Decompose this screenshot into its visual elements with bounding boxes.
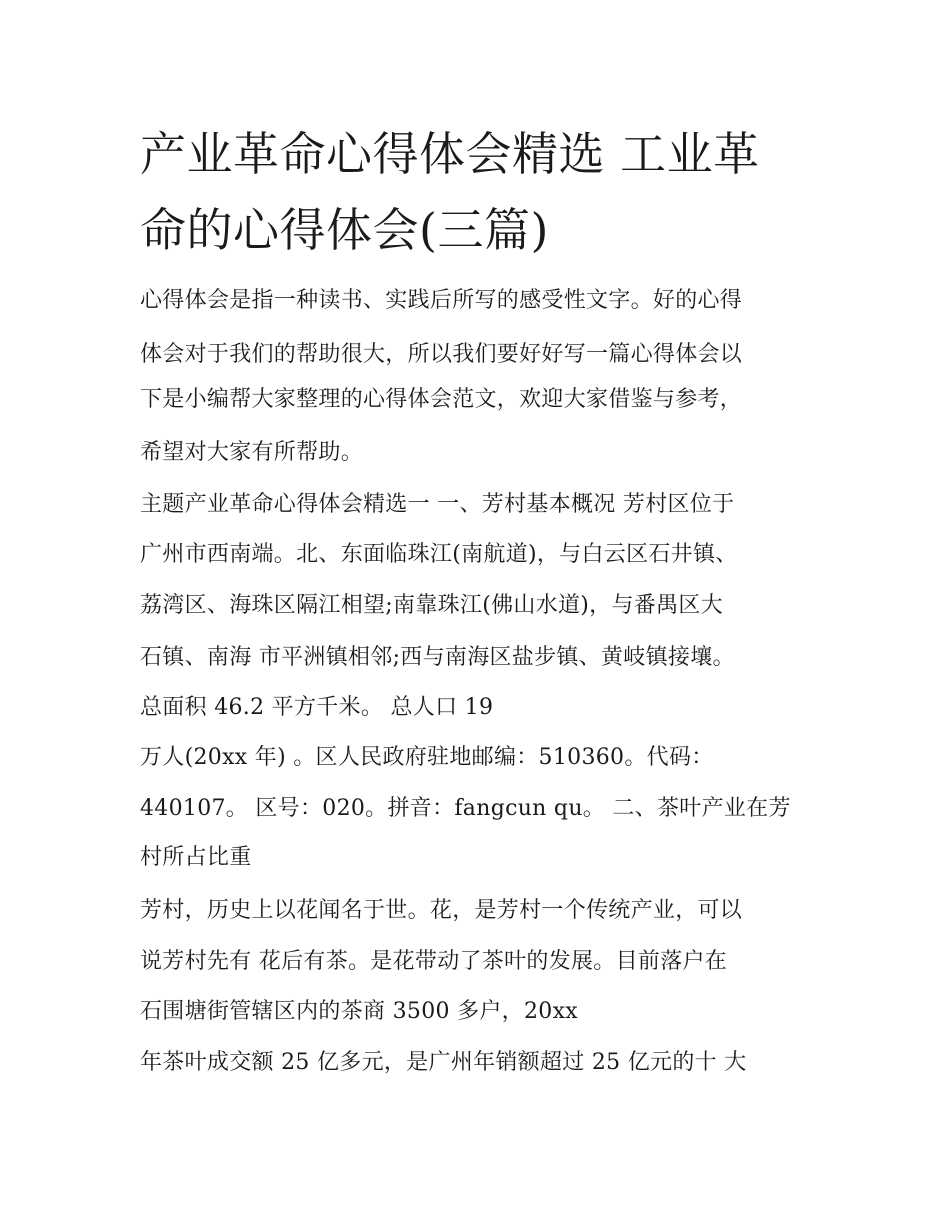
body-line: 石镇、南海 市平洲镇相邻;西与南海区盐步镇、黄岐镇接壤。 bbox=[140, 645, 735, 670]
body-line: 主题产业革命心得体会精选一 一、芳村基本概况 芳村区位于 bbox=[140, 492, 735, 517]
body-line: 石围塘街管辖区内的茶商 3500 多户，20xx bbox=[140, 999, 578, 1024]
body-line: 万人(20xx 年) 。区人民政府驻地邮编：510360。代码： bbox=[140, 745, 714, 770]
body-line: 总面积 46.2 平方千米。 总人口 19 bbox=[140, 695, 494, 720]
body-line: 广州市西南端。北、东面临珠江(南航道)，与白云区石井镇、 bbox=[140, 542, 738, 567]
body-line: 440107。 区号：020。拼音：fangcun qu。 二、茶叶产业在芳 bbox=[140, 796, 791, 821]
body-line: 说芳村先有 花后有茶。是花带动了茶叶的发展。目前落户在 bbox=[140, 949, 728, 974]
body-line: 下是小编帮大家整理的心得体会范文，欢迎大家借鉴与参考， bbox=[140, 387, 743, 412]
body-line: 心得体会是指一种读书、实践后所写的感受性文字。好的心得 bbox=[140, 288, 743, 313]
body-line: 年茶叶成交额 25 亿多元，是广州年销额超过 25 亿元的十 大 bbox=[140, 1050, 747, 1075]
page-title bbox=[140, 116, 820, 268]
body-line: 体会对于我们的帮助很大，所以我们要好好写一篇心得体会以 bbox=[140, 342, 743, 367]
body-line: 希望对大家有所帮助。 bbox=[140, 440, 364, 465]
body-line: 村所占比重 bbox=[140, 845, 252, 870]
body-line: 芳村，历史上以花闻名于世。花，是芳村一个传统产业，可以 bbox=[140, 898, 743, 923]
title-line-1: 产业革命心得体会精选 工业革 bbox=[140, 127, 760, 181]
title-line-2: 命的心得体会(三篇) bbox=[140, 203, 549, 257]
body-line: 荔湾区、海珠区隔江相望;南靠珠江(佛山水道)，与番禺区大 bbox=[140, 593, 723, 618]
